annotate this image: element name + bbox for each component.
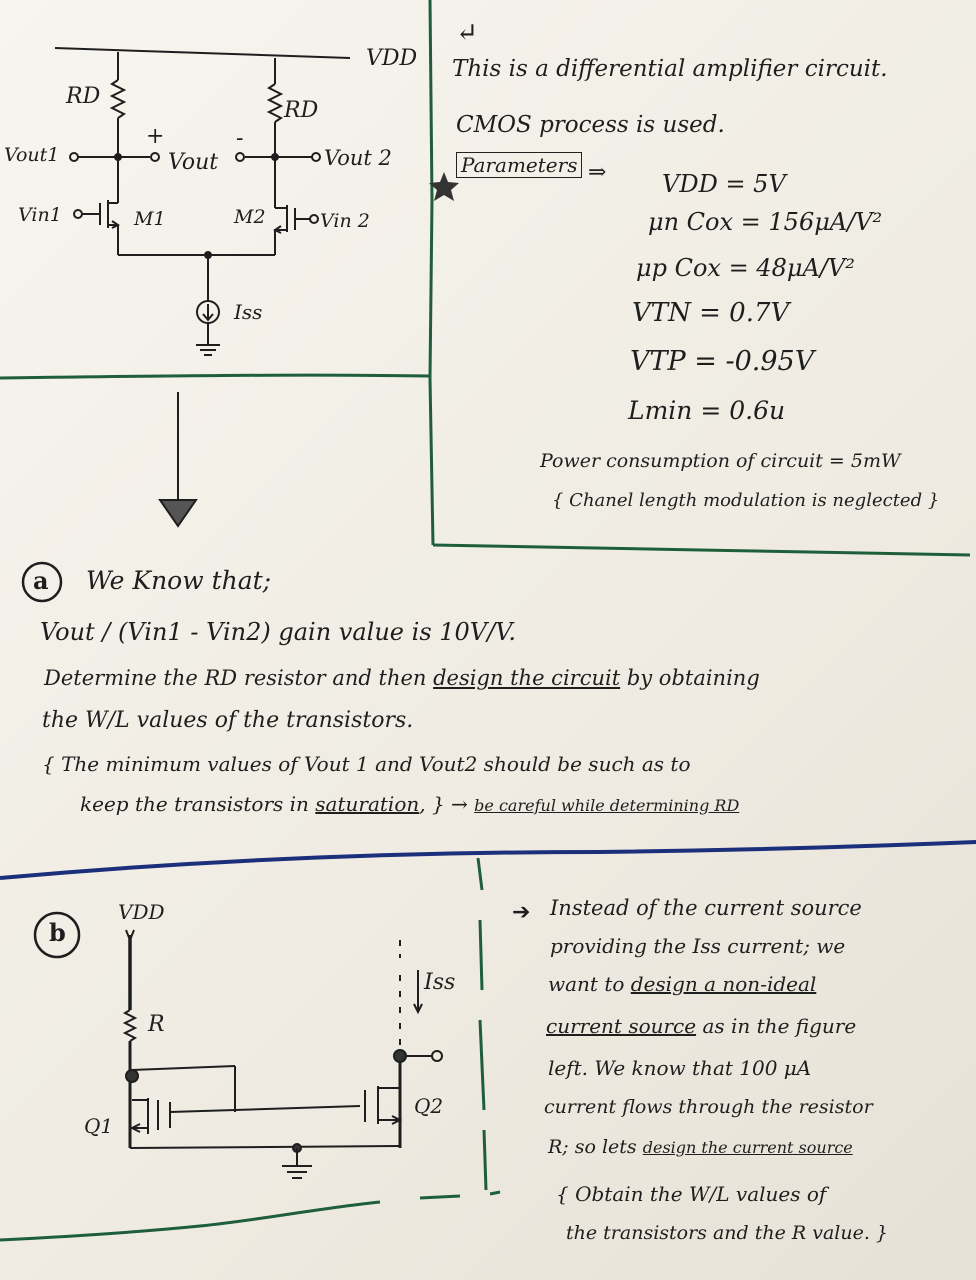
r-resistor: [125, 1010, 135, 1041]
down-arrow: [160, 392, 196, 526]
iss-label-a: Iss: [234, 300, 263, 324]
green-dividers-bottom: [0, 858, 500, 1240]
return-arrow: ↵: [456, 18, 478, 48]
plus-sign: +: [146, 124, 165, 149]
param-power: Power consumption of circuit = 5mW: [540, 450, 901, 472]
circuit-b: [125, 930, 442, 1178]
part-b-line-5: left. We know that 100 μA: [548, 1056, 812, 1080]
horizontal-divider-right: [433, 545, 970, 555]
intro-line-1: This is a differential amplifier circuit.: [452, 56, 888, 82]
line3-post: by obtaining: [620, 666, 760, 690]
vdd-label-b: VDD: [118, 900, 165, 924]
param-un-cox: μn Cox = 156μA/V²: [648, 208, 883, 236]
b-line7-pre: R; so lets: [548, 1136, 643, 1158]
param-vtn: VTN = 0.7V: [632, 298, 790, 328]
parameters-arrow: ⇒: [588, 160, 607, 185]
iss-label-b: Iss: [424, 970, 456, 995]
part-a-line-3: [44, 666, 760, 690]
param-vtp: VTP = -0.95V: [630, 346, 815, 377]
part-b-line-4: [546, 1014, 856, 1038]
line3-pre: Determine the RD resistor and then: [44, 666, 434, 690]
rd-left-label: RD: [66, 84, 101, 109]
line6-pre: keep the transistors in: [80, 792, 316, 816]
vertical-divider-top: [430, 0, 433, 545]
part-b-line-1: Instead of the current source: [550, 896, 862, 920]
rd-right-resistor: [269, 84, 281, 122]
intro-line-2: CMOS process is used.: [456, 112, 725, 138]
m1-label: M1: [134, 208, 166, 230]
part-b-line-8: { Obtain the W/L values of: [556, 1182, 827, 1206]
part-b-line-7: [548, 1136, 853, 1158]
vdd-label-a: VDD: [366, 46, 418, 71]
star-icon: [429, 172, 459, 201]
blue-divider: [0, 842, 976, 878]
part-a-line-5: { The minimum values of Vout 1 and Vout2 should be such as to: [42, 752, 691, 776]
part-b-line-2: providing the Iss current; we: [550, 934, 846, 958]
part-b-line-3: [548, 972, 816, 996]
param-up-cox: μp Cox = 48μA/V²: [636, 254, 855, 282]
part-a-line-6: [80, 792, 739, 816]
minus-sign: -: [236, 126, 244, 151]
q1-label: Q1: [84, 1114, 114, 1138]
vout1-label: Vout1: [4, 144, 60, 166]
horizontal-divider-left: [0, 375, 430, 378]
part-b-line-6: current flows through the resistor: [544, 1096, 873, 1118]
b-line4-post: as in the figure: [696, 1014, 857, 1038]
b-line3-underline: design a non-ideal: [630, 972, 817, 996]
part-a-label: a: [33, 566, 49, 595]
part-a-line-4: the W/L values of the transistors.: [42, 708, 414, 733]
line3-underline: design the circuit: [433, 666, 621, 690]
part-a-line-2: Vout / (Vin1 - Vin2) gain value is 10V/V.: [40, 618, 516, 646]
m2-label: M2: [234, 206, 266, 228]
vdd-rail: [55, 48, 350, 58]
r-label: R: [148, 1012, 165, 1037]
param-vdd: VDD = 5V: [662, 170, 786, 198]
part-b-arrow: ➔: [512, 900, 531, 925]
vout-label: Vout: [168, 150, 219, 175]
parameters-box: Parameters: [456, 152, 582, 178]
line6-underline-2: be careful while determining RD: [474, 796, 740, 815]
part-a-line-1: We Know that;: [86, 566, 272, 595]
vin1-label: Vin1: [18, 204, 62, 226]
b-line4-underline: current source: [546, 1014, 697, 1038]
param-lmin: Lmin = 0.6u: [628, 396, 786, 425]
rd-left-resistor: [112, 80, 124, 118]
part-b-label-text: b: [49, 918, 66, 947]
part-b-line-9: the transistors and the R value. }: [566, 1222, 889, 1244]
line6-underline: saturation: [315, 792, 420, 816]
param-note: { Chanel length modulation is neglected }: [552, 490, 940, 511]
vout2-label: Vout 2: [324, 146, 392, 170]
q2-label: Q2: [414, 1094, 444, 1118]
vin2-label: Vin 2: [320, 210, 370, 232]
b-line3-pre: want to: [548, 972, 631, 996]
line6-mid: , } →: [419, 792, 475, 816]
b-line7-underline: design the current source: [642, 1138, 853, 1157]
rd-right-label: RD: [284, 98, 319, 123]
